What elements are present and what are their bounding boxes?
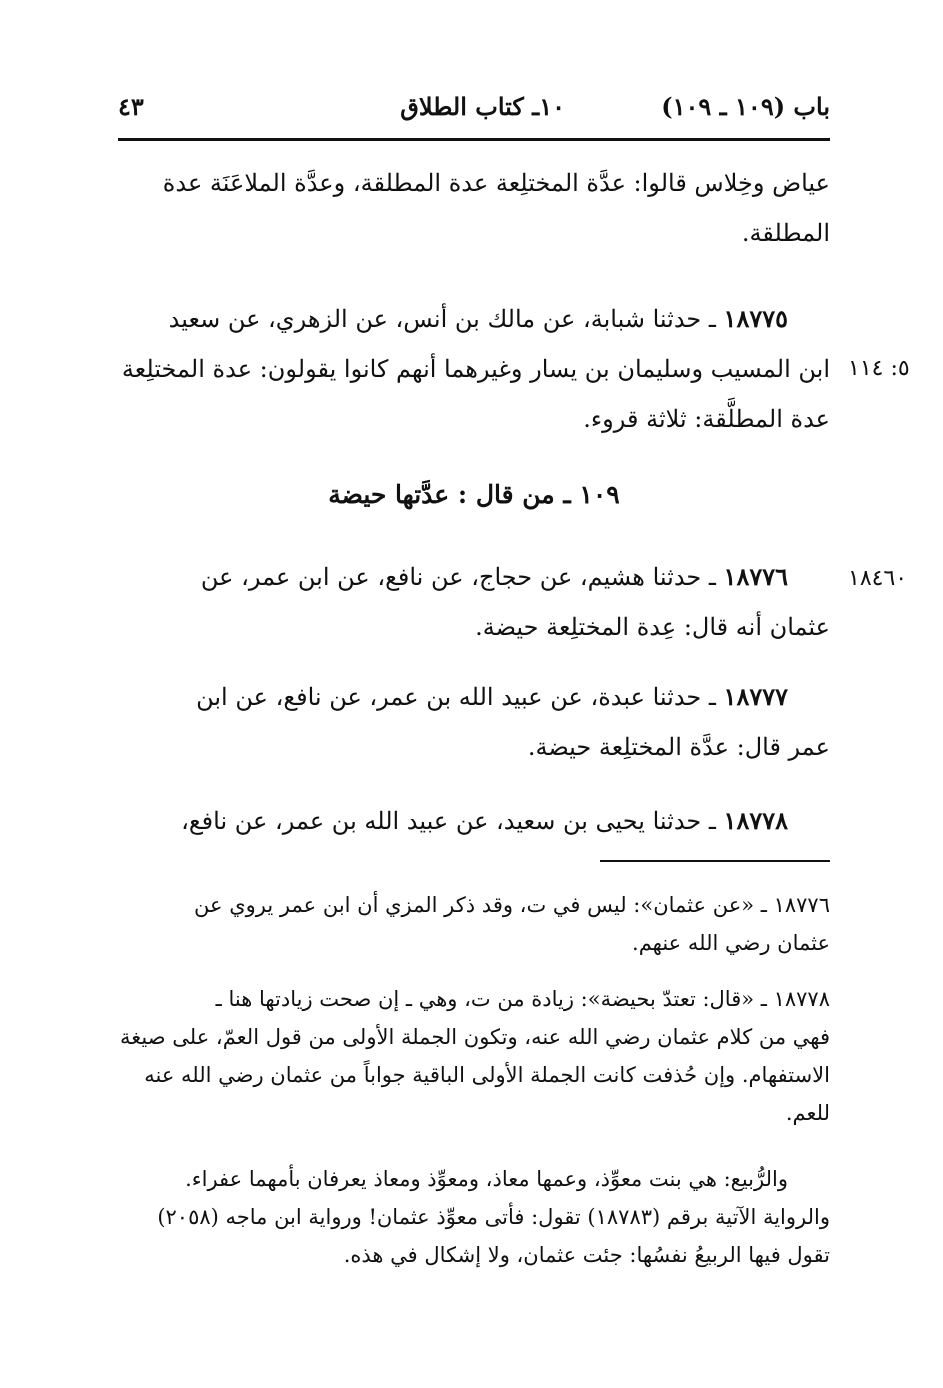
header-divider <box>118 138 830 141</box>
footnote-18776 <box>118 886 830 962</box>
footnote-line: والرُّبيع: هي بنت معوِّذ، وعمها معاذ، ومعوِّذ ومعاذ يعرفان بأمهما عفراء. <box>185 1167 788 1191</box>
page-header <box>118 88 830 128</box>
text-line: ابن المسيب وسليمان بن يسار وغيرهما أنهم كانوا يقولون: عدة المختلِعة <box>121 355 830 383</box>
footnote-line: عثمان رضي الله عنهم. <box>632 931 830 955</box>
text-line: المطلقة. <box>741 219 830 247</box>
footnote-divider <box>600 860 830 862</box>
hadith-18776 <box>118 552 830 652</box>
hadith-18775 <box>118 294 830 444</box>
footnote-line: ١٨٧٧٨ ـ «قال: تعتدّ بحيضة»: زيادة من ت، وهي ـ إن صحت زيادتها هنا ـ <box>215 987 830 1011</box>
footnote-line: ١٨٧٧٦ ـ «عن عثمان»: ليس في ت، وقد ذكر المزي أن ابن عمر يروي عن <box>194 893 830 917</box>
footnote-line: الاستفهام. وإن حُذفت كانت الجملة الأولى الباقية جواباً من عثمان رضي الله عنه <box>144 1063 830 1087</box>
hadith-number: ١٨٧٧٦ <box>723 562 788 591</box>
footnote-line: للعم. <box>785 1101 830 1125</box>
page-number: ٤٣ <box>118 92 144 121</box>
footnote-line: تقول فيها الربيعُ نفسُها: جئت عثمان، ولا إشكال في هذه. <box>343 1243 830 1267</box>
text-line: عثمان أنه قال: عِدة المختلِعة حيضة. <box>475 613 830 641</box>
hadith-number: ١٨٧٧٧ <box>723 682 788 711</box>
text-line: عياض وخِلاس قالوا: عدَّة المختلِعة عدة المطلقة، وعدَّة الملاعَنَة عدة <box>162 169 830 197</box>
footnote-18778 <box>118 980 830 1132</box>
footnote-line: فهي من كلام عثمان رضي الله عنه، وتكون الجملة الأولى من قول العمّ، على صيغة <box>120 1025 830 1049</box>
hadith-18778 <box>118 796 830 846</box>
text-line: ـ حدثنا عبدة، عن عبيد الله بن عمر، عن نافع، عن ابن <box>196 683 724 711</box>
paragraph-continuation <box>118 158 830 258</box>
hadith-number: ١٨٧٧٥ <box>723 304 788 333</box>
chapter-range: باب (١٠٩ ـ ١٠٩) <box>661 92 830 121</box>
text-line: عدة المطلَّقة: ثلاثة قروء. <box>583 405 830 433</box>
book-title: ١٠ـ كتاب الطلاق <box>400 92 565 121</box>
margin-reference: ١٨٤٦٠ <box>848 566 908 591</box>
section-heading: ١٠٩ ـ من قال : عدَّتها حيضة <box>328 480 620 509</box>
hadith-18777 <box>118 672 830 772</box>
text-line: عمر قال: عدَّة المختلِعة حيضة. <box>527 733 830 761</box>
text-line: ـ حدثنا هشيم، عن حجاج، عن نافع، عن ابن عمر، عن <box>200 563 724 591</box>
footnote-line: والرواية الآتية برقم (١٨٧٨٣) تقول: فأتى معوِّذ عثمان! ورواية ابن ماجه (٢٠٥٨) <box>157 1205 830 1229</box>
footnote-rubayyi <box>118 1160 830 1274</box>
hadith-number: ١٨٧٧٨ <box>723 806 788 835</box>
text-line: ـ حدثنا يحيى بن سعيد، عن عبيد الله بن عمر، عن نافع، <box>181 807 724 835</box>
margin-reference: ٥: ١١٤ <box>848 356 910 381</box>
text-line: ـ حدثنا شبابة، عن مالك بن أنس، عن الزهري، عن سعيد <box>168 305 724 333</box>
